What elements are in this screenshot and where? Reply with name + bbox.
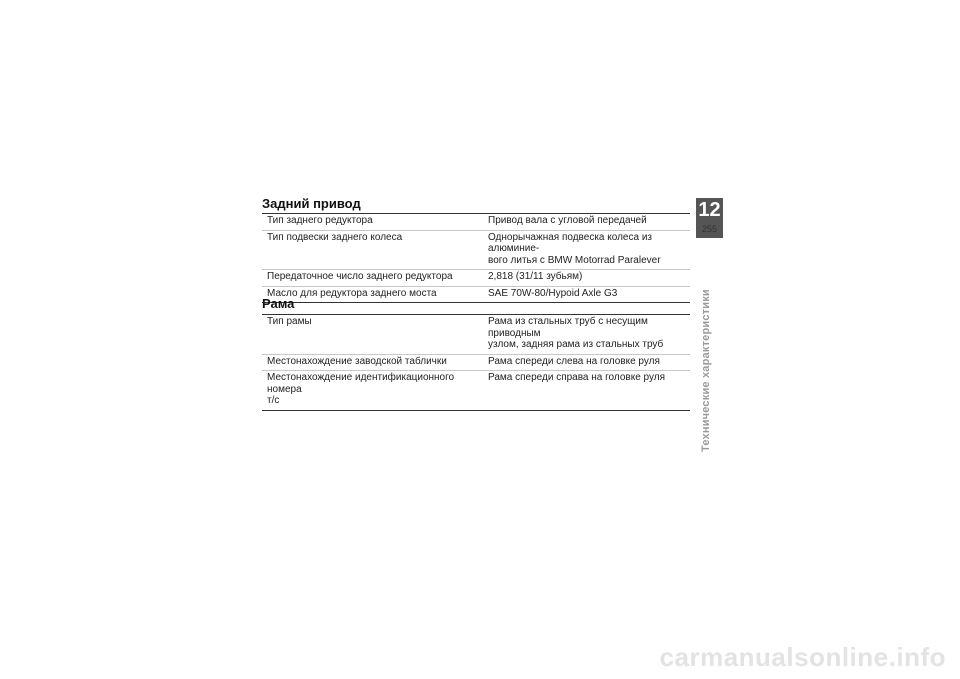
param-cell: Тип подвески заднего колеса xyxy=(262,230,481,270)
param-cell: Передаточное число заднего редуктора xyxy=(262,270,481,287)
table-row xyxy=(262,315,690,355)
table-row xyxy=(262,354,690,371)
chapter-number: 12 xyxy=(698,199,721,221)
param-cell: Тип рамы xyxy=(262,315,481,355)
param-cell: Местонахождение идентификационного номера т/с xyxy=(262,371,481,411)
chapter-side-title: Технические характеристики xyxy=(700,289,712,452)
table-row xyxy=(262,286,690,303)
frame-title: Рама xyxy=(262,296,295,311)
param-cell: Масло для редуктора заднего моста xyxy=(262,286,481,303)
value-cell: Привод вала с угловой передачей xyxy=(481,214,690,231)
rear-drive-title: Задний привод xyxy=(262,196,361,211)
param-cell: Тип заднего редуктора xyxy=(262,214,481,231)
param-cell: Местонахождение заводской таблички xyxy=(262,354,481,371)
rear-drive-table xyxy=(262,213,690,303)
watermark: carmanualsonline.info xyxy=(659,642,946,672)
table-row xyxy=(262,214,690,231)
value-cell: Рама спереди слева на головке руля xyxy=(481,354,690,371)
value-cell: SAE 70W-80/Hypoid Axle G3 xyxy=(481,286,690,303)
table-row xyxy=(262,270,690,287)
value-cell: 2,818 (31/11 зубьям) xyxy=(481,270,690,287)
value-cell: Рама спереди справа на головке руля xyxy=(481,371,690,411)
table-row xyxy=(262,371,690,411)
page-number: 255 xyxy=(701,224,718,234)
value-cell: Однорычажная подвеска колеса из алюминие- вого литья с BMW Motorrad Paralever xyxy=(481,230,690,270)
value-cell: Рама из стальных труб с несущим приводным узлом, задняя рама из стальных труб xyxy=(481,315,690,355)
frame-table xyxy=(262,314,690,411)
table-row xyxy=(262,230,690,270)
